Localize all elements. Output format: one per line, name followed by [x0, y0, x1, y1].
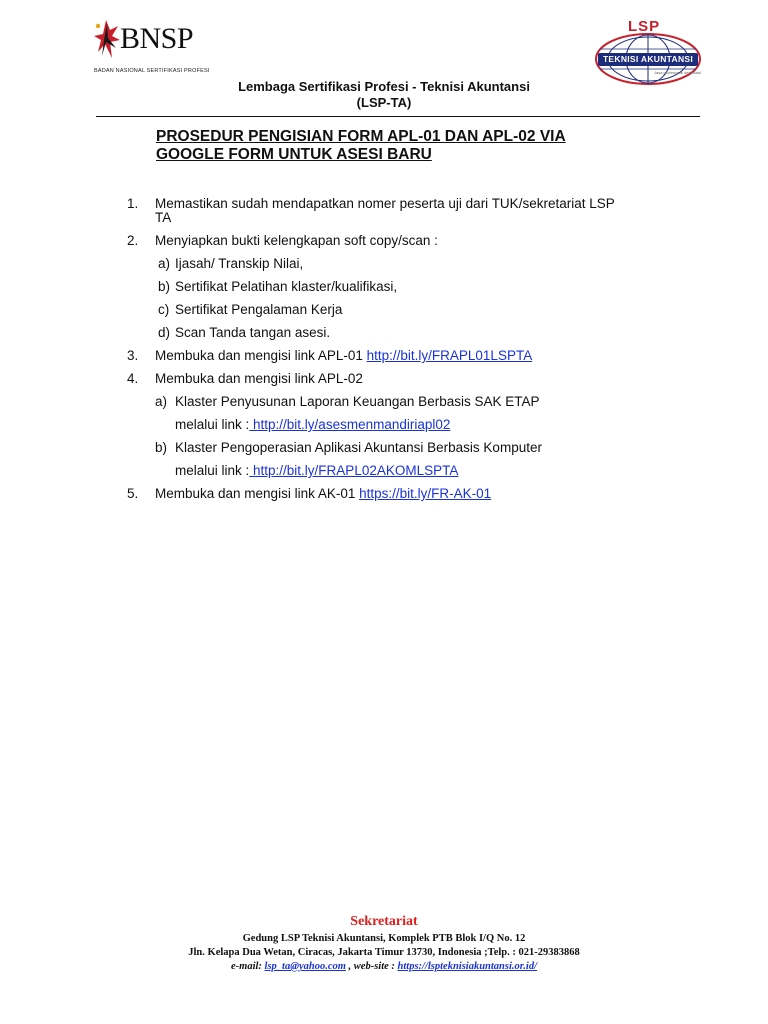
step-text: Membuka dan mengisi link APL-02 [155, 371, 363, 386]
step-text [155, 487, 685, 501]
bnsp-emblem-icon [92, 18, 122, 62]
footer [0, 914, 768, 974]
org-abbreviation: (LSP-TA) [356, 95, 412, 110]
lsp-band [598, 53, 698, 66]
step-text [155, 197, 685, 225]
lsp-ta-logo [592, 18, 704, 86]
step-number: 4. [127, 371, 139, 386]
ak-01-link[interactable]: https://bit.ly/FR-AK-01 [359, 486, 492, 501]
item-text: Scan Tanda tangan asesi. [175, 325, 331, 340]
list-item [0, 441, 768, 481]
step-3 [0, 349, 768, 363]
website-link[interactable]: https://lspteknisiakuntansi.or.id/ [397, 961, 537, 972]
apl-02-sak-etap-link[interactable]: http://bit.ly/asesmenmandiriapl02 [249, 417, 451, 432]
list-item [0, 257, 768, 271]
item-text: Sertifikat Pelatihan klaster/kualifikasi, [175, 279, 398, 294]
via-label: melalui link : [175, 463, 250, 478]
footer-contact [0, 960, 768, 974]
step-text-label: Membuka dan mengisi link AK-01 [155, 486, 360, 501]
item-text: Ijasah/ Transkip Nilai, [175, 256, 304, 271]
document-title-line-2: GOOGLE FORM UNTUK ASESI BARU [156, 146, 432, 163]
list-item [0, 326, 768, 340]
footer-address-2: Jln. Kelapa Dua Wetan, Ciracas, Jakarta Timur 13730, Indonesia ;Telp. : 021-29383868 [188, 947, 580, 958]
document-title-line-1: PROSEDUR PENGISIAN FORM APL-01 DAN APL-02 VIA [156, 128, 566, 145]
item-letter: a) [158, 256, 171, 271]
list-item [0, 395, 768, 435]
step-text: Menyiapkan bukti kelengkapan soft copy/scan : [155, 233, 438, 248]
item-letter: a) [155, 394, 168, 409]
via-label: melalui link : [175, 417, 250, 432]
apl-01-link[interactable]: http://bit.ly/FRAPL01LSPTA [366, 348, 533, 363]
step-1 [0, 197, 768, 225]
footer-heading: Sekretariat [350, 914, 418, 929]
bnsp-logo [92, 18, 210, 80]
lsp-wordmark: LSP [628, 18, 661, 35]
item-text: Klaster Penyusunan Laporan Keuangan Berbasis SAK ETAP [175, 394, 540, 409]
bnsp-subtitle: BADAN NASIONAL SERTIFIKASI PROFESI [94, 68, 210, 74]
email-label: e-mail: [231, 961, 265, 972]
item-letter: c) [158, 302, 170, 317]
item-link-line [175, 418, 450, 432]
item-letter: d) [158, 325, 171, 340]
step-2 [0, 234, 768, 248]
lsp-band-text: TEKNISI AKUNTANSI [602, 54, 694, 64]
step-text-label: Membuka dan mengisi link APL-01 [155, 348, 367, 363]
footer-address-1: Gedung LSP Teknisi Akuntansi, Komplek PTB Blok I/Q No. 12 [242, 933, 526, 944]
email-link[interactable]: lsp_ta@yahoo.com [264, 961, 346, 972]
step-number: 5. [127, 486, 139, 501]
step-number: 2. [127, 233, 139, 248]
bnsp-wordmark: BNSP [120, 22, 194, 55]
item-text: Sertifikat Pengalaman Kerja [175, 302, 343, 317]
step-text-line-1: Memastikan sudah mendapatkan nomer peserta uji dari TUK/sekretariat LSP [155, 196, 615, 211]
step-text-line-2: TA [155, 210, 172, 225]
item-letter: b) [158, 279, 171, 294]
document-title [156, 128, 676, 164]
list-item [0, 280, 768, 294]
item-text: Klaster Pengoperasian Aplikasi Akuntansi Berbasis Komputer [175, 440, 542, 455]
item-link-line [175, 464, 458, 478]
step-4 [0, 372, 768, 386]
item-letter: b) [155, 440, 168, 455]
list-item [0, 303, 768, 317]
step-text [155, 349, 685, 363]
step-number: 3. [127, 348, 139, 363]
apl-02-akom-link[interactable]: http://bit.ly/FRAPL02AKOMLSPTA [249, 463, 459, 478]
step-5 [0, 487, 768, 501]
lsp-tagline: Jasa profesional sertifikasi [654, 70, 701, 75]
website-label: , web-site : [345, 961, 398, 972]
step-number: 1. [127, 196, 139, 211]
header-divider [96, 116, 700, 117]
org-title: Lembaga Sertifikasi Profesi - Teknisi Akuntansi [238, 79, 530, 94]
